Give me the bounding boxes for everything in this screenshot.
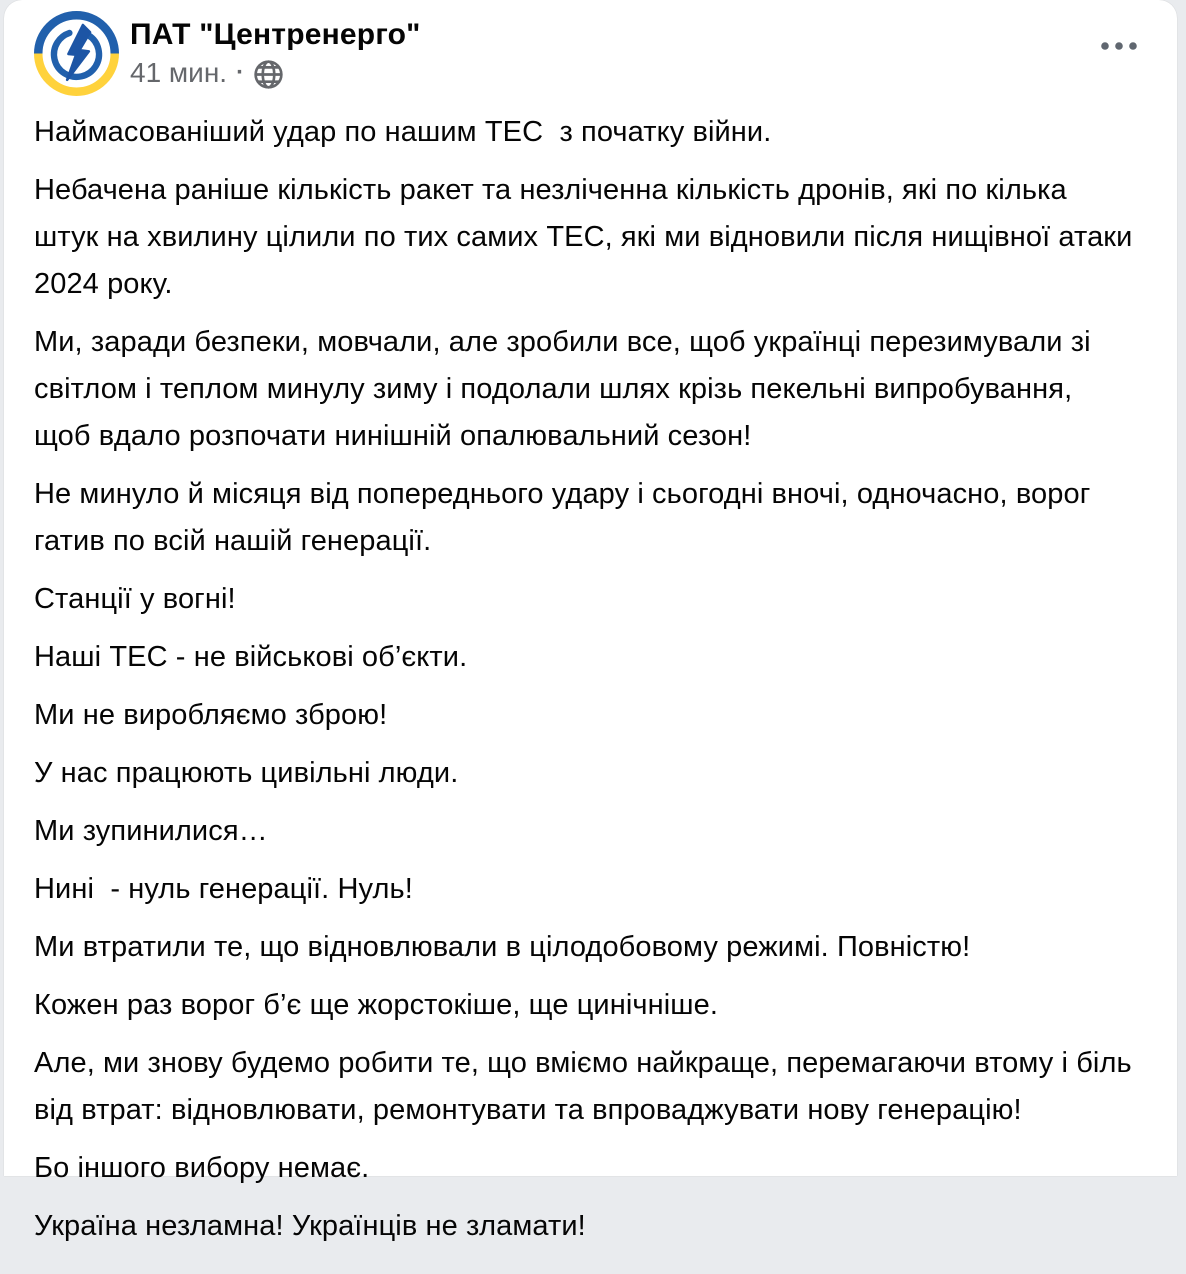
post-text bbox=[4, 96, 1177, 1274]
post-paragraph: У нас працюють цивільні люди. bbox=[34, 757, 459, 789]
post-paragraph: Але, ми знову будемо робити те, що вміємо найкраще, перемагаючи втому і біль від втрат: відновлювати, ремонтувати та впроваджувати нову генерацію! bbox=[34, 1047, 1140, 1126]
timestamp[interactable]: 41 мин. bbox=[130, 57, 228, 88]
post-paragraph: Україна незламна! Українців не зламати! bbox=[34, 1210, 586, 1242]
post-paragraph: Ми не виробляємо зброю! bbox=[34, 699, 388, 731]
post-paragraph: Кожен раз ворог б’є ще жорстокіше, ще цинічніше. bbox=[34, 989, 718, 1021]
post-paragraph: Не минуло й місяця від попереднього удару і сьогодні вночі, одночасно, ворог гатив по всій нашій генерації. bbox=[34, 478, 1099, 557]
post-paragraph: Небачена раніше кількість ракет та незліченна кількість дронів, які по кілька штук на хвилину цілили по тих самих ТЕС, які ми відновили після нищівної атаки 2024 року. bbox=[34, 174, 1141, 300]
post-paragraph: Бо іншого вибору немає. bbox=[34, 1152, 370, 1184]
centrenergo-lightning-logo-icon bbox=[34, 11, 119, 96]
post-paragraph: Станції у вогні! bbox=[34, 583, 236, 615]
post-paragraph: Наші ТЕС - не військові об’єкти. bbox=[34, 641, 468, 673]
post-meta bbox=[130, 56, 421, 90]
header-text bbox=[130, 11, 421, 90]
facebook-post-card bbox=[4, 0, 1177, 1242]
post-paragraph: Наймасованіший удар по нашим ТЕС з початку війни. bbox=[34, 116, 772, 148]
post-paragraph: Ми, заради безпеки, мовчали, але зробили все, щоб українці перезимували зі світлом і теплом минулу зиму і подолали шлях крізь пекельні випробування, щоб вдало розпочати нинішній опалювальний сезон! bbox=[34, 326, 1099, 452]
post-paragraph: Ми втратили те, що відновлювали в цілодобовому режимі. Повністю! bbox=[34, 931, 971, 963]
meta-separator: · bbox=[236, 59, 245, 86]
post-paragraph: Нині - нуль генерації. Нуль! bbox=[34, 873, 413, 905]
more-options-button[interactable] bbox=[1093, 26, 1145, 66]
page-name[interactable]: ПАТ "Центренерго" bbox=[130, 18, 421, 51]
globe-icon bbox=[253, 57, 284, 90]
avatar[interactable] bbox=[34, 11, 119, 96]
ellipsis-icon bbox=[1100, 41, 1138, 51]
post-header bbox=[4, 0, 1177, 96]
post-paragraph: Ми зупинилися… bbox=[34, 815, 268, 847]
